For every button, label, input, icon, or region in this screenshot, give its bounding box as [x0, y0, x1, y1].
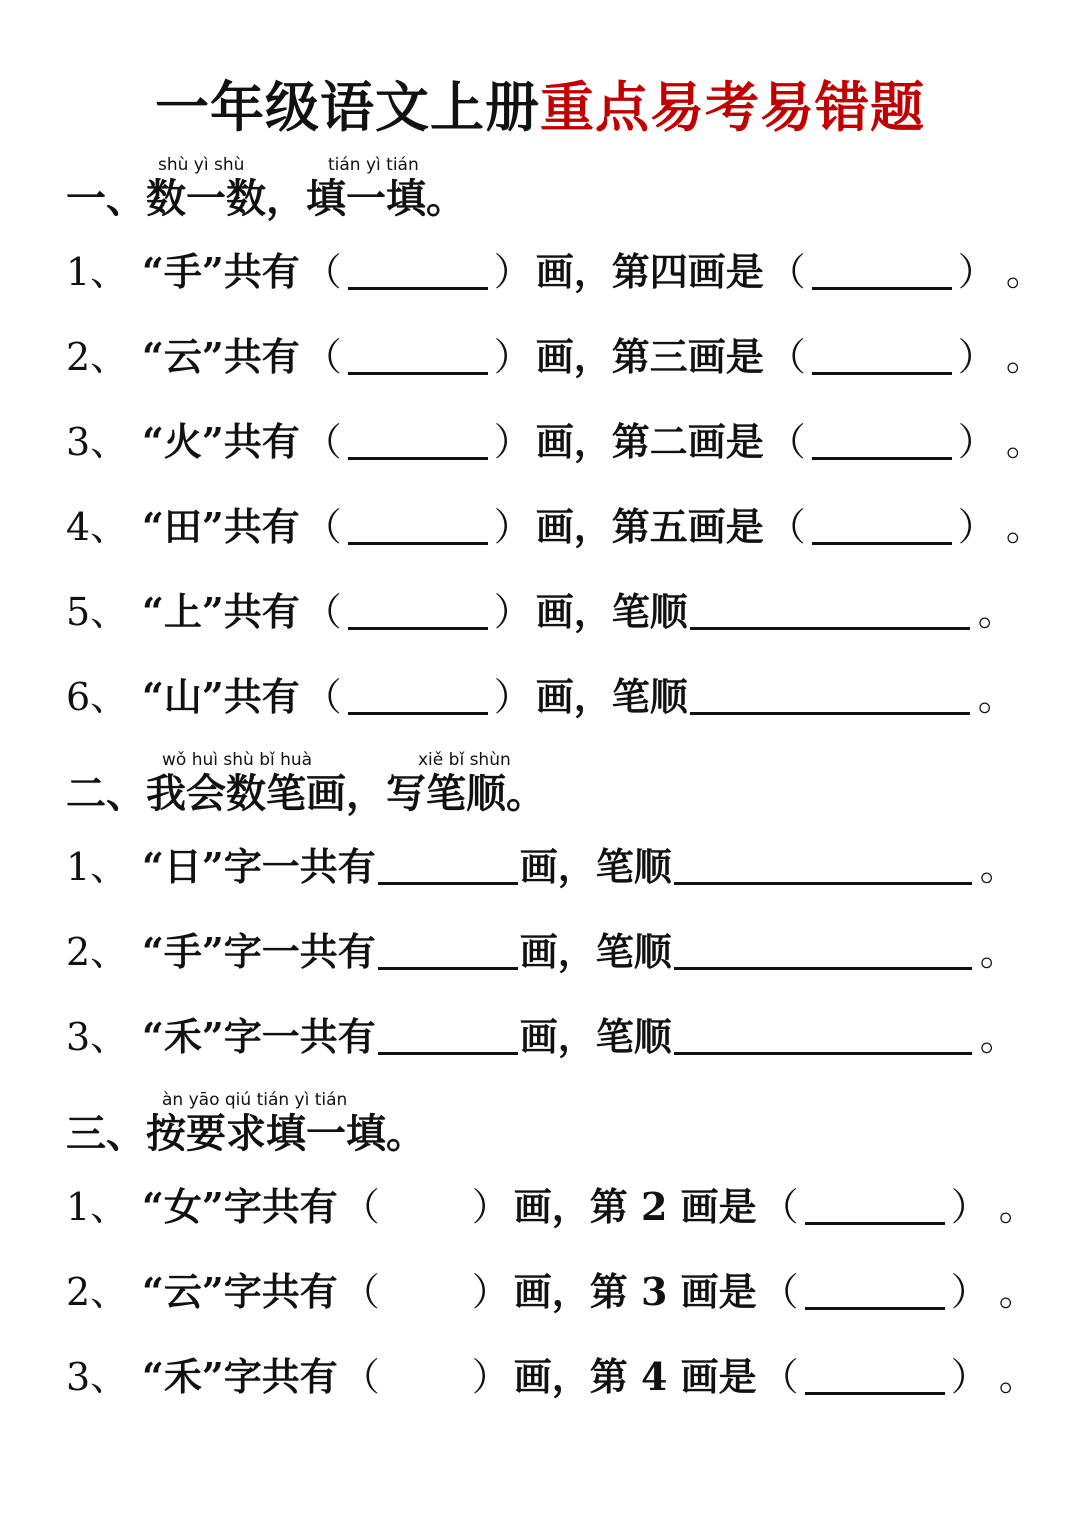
question-char: “火” — [142, 419, 224, 464]
answer-blank[interactable] — [805, 1271, 945, 1310]
period: 。 — [979, 1015, 1018, 1059]
question-row — [66, 928, 1018, 976]
question-char: “禾” — [142, 1014, 224, 1059]
open-paren: （ — [767, 335, 806, 379]
answer-blank[interactable] — [348, 591, 488, 630]
open-paren: （ — [341, 1185, 380, 1229]
close-paren: ） — [471, 1270, 510, 1314]
question-text: 画，第 4 画是 — [513, 1354, 757, 1399]
question-number: 4、 — [66, 505, 129, 549]
close-paren: ） — [493, 505, 532, 549]
question-number: 3、 — [66, 420, 129, 464]
question-char: “上” — [142, 589, 224, 634]
answer-blank[interactable] — [348, 421, 488, 460]
question-row — [66, 843, 1018, 891]
open-paren: （ — [760, 1185, 799, 1229]
question-text: 共有 — [223, 589, 300, 634]
close-paren: ） — [493, 420, 532, 464]
close-paren: ） — [950, 1185, 989, 1229]
answer-blank[interactable] — [805, 1186, 945, 1225]
section-title: 二、我会数笔画，写笔顺。 — [66, 770, 546, 817]
question-text: 画，第五画是 — [535, 504, 764, 549]
question-char: “女” — [142, 1184, 224, 1229]
open-paren: （ — [303, 335, 342, 379]
question-row — [66, 333, 1044, 381]
open-paren: （ — [341, 1270, 380, 1314]
open-paren: （ — [760, 1270, 799, 1314]
close-paren: ） — [957, 250, 996, 294]
question-text: 画，笔顺 — [535, 674, 688, 719]
question-text: 画，笔顺 — [535, 589, 688, 634]
question-char: “田” — [142, 504, 224, 549]
close-paren: ） — [471, 1185, 510, 1229]
open-paren: （ — [767, 505, 806, 549]
pinyin-annotation: àn yāo qiú tián yì tián — [162, 1090, 348, 1110]
answer-blank[interactable] — [805, 1356, 945, 1395]
close-paren: ） — [957, 505, 996, 549]
answer-blank[interactable] — [812, 506, 952, 545]
answer-blank[interactable] — [378, 1016, 518, 1055]
question-row — [66, 248, 1044, 296]
question-number: 6、 — [66, 675, 129, 719]
period: 。 — [1005, 420, 1044, 464]
question-char: “禾” — [142, 1354, 224, 1399]
question-text: 画，笔顺 — [519, 844, 672, 889]
question-text: 画，第 3 画是 — [513, 1269, 757, 1314]
open-paren: （ — [767, 420, 806, 464]
question-text: 共有 — [223, 249, 300, 294]
question-row — [66, 588, 1016, 636]
open-paren: （ — [303, 250, 342, 294]
period: 。 — [1005, 250, 1044, 294]
question-char: “山” — [142, 674, 224, 719]
open-paren: （ — [303, 505, 342, 549]
answer-blank[interactable] — [378, 846, 518, 885]
question-text: 画，第 2 画是 — [513, 1184, 757, 1229]
question-char: “日” — [142, 844, 224, 889]
question-number: 2、 — [66, 930, 129, 974]
question-text: 画，笔顺 — [519, 1014, 672, 1059]
pinyin-annotation: xiě bǐ shùn — [418, 750, 511, 770]
close-paren: ） — [957, 420, 996, 464]
question-number: 1、 — [66, 1185, 129, 1229]
question-number: 5、 — [66, 590, 129, 634]
question-char: “手” — [142, 929, 224, 974]
question-text: 画，第三画是 — [535, 334, 764, 379]
question-text: 画，第四画是 — [535, 249, 764, 294]
section-title: 三、按要求填一填。 — [66, 1110, 426, 1157]
question-text: 字共有 — [223, 1269, 338, 1314]
period: 。 — [998, 1185, 1037, 1229]
answer-blank[interactable] — [348, 676, 488, 715]
question-text: 字共有 — [223, 1354, 338, 1399]
title-red: 重点易考易错题 — [540, 75, 925, 139]
question-text: 共有 — [223, 334, 300, 379]
open-paren: （ — [303, 590, 342, 634]
open-paren: （ — [303, 420, 342, 464]
pinyin-annotation: tián yì tián — [328, 155, 419, 175]
pinyin-annotation: shù yì shù — [158, 155, 245, 175]
stroke-order-blank[interactable] — [674, 846, 972, 885]
question-number: 1、 — [66, 845, 129, 889]
close-paren: ） — [493, 590, 532, 634]
question-row — [66, 418, 1044, 466]
answer-blank[interactable] — [378, 931, 518, 970]
stroke-order-blank[interactable] — [674, 1016, 972, 1055]
stroke-order-blank[interactable] — [674, 931, 972, 970]
pinyin-annotation: wǒ huì shù bǐ huà — [162, 750, 313, 770]
close-paren: ） — [493, 335, 532, 379]
answer-blank[interactable] — [348, 336, 488, 375]
question-text: 共有 — [223, 504, 300, 549]
period: 。 — [977, 590, 1016, 634]
question-text: 共有 — [223, 674, 300, 719]
close-paren: ） — [493, 250, 532, 294]
period: 。 — [1005, 335, 1044, 379]
close-paren: ） — [471, 1355, 510, 1399]
period: 。 — [998, 1355, 1037, 1399]
open-paren: （ — [760, 1355, 799, 1399]
page-title — [0, 72, 1080, 142]
question-text: 画，第二画是 — [535, 419, 764, 464]
question-char: “云” — [142, 334, 224, 379]
close-paren: ） — [950, 1355, 989, 1399]
period: 。 — [979, 930, 1018, 974]
question-row — [66, 1268, 1037, 1316]
answer-blank[interactable] — [348, 251, 488, 290]
question-number: 2、 — [66, 1270, 129, 1314]
period: 。 — [979, 845, 1018, 889]
stroke-order-blank[interactable] — [690, 676, 970, 715]
open-paren: （ — [303, 675, 342, 719]
close-paren: ） — [493, 675, 532, 719]
title-black: 一年级语文上册 — [155, 75, 540, 139]
answer-blank[interactable] — [812, 421, 952, 460]
period: 。 — [977, 675, 1016, 719]
question-number: 3、 — [66, 1355, 129, 1399]
question-text: 字共有 — [223, 1184, 338, 1229]
question-row — [66, 1013, 1018, 1061]
question-text: 画，笔顺 — [519, 929, 672, 974]
question-text: 字一共有 — [223, 929, 376, 974]
question-text: 字一共有 — [223, 844, 376, 889]
section-title: 一、数一数，填一填。 — [66, 175, 466, 222]
question-text: 字一共有 — [223, 1014, 376, 1059]
question-number: 1、 — [66, 250, 129, 294]
answer-blank[interactable] — [348, 506, 488, 545]
stroke-order-blank[interactable] — [690, 591, 970, 630]
question-row — [66, 503, 1044, 551]
question-number: 2、 — [66, 335, 129, 379]
close-paren: ） — [950, 1270, 989, 1314]
question-row — [66, 1353, 1037, 1401]
question-text: 共有 — [223, 419, 300, 464]
question-row — [66, 673, 1016, 721]
question-char: “手” — [142, 249, 224, 294]
question-number: 3、 — [66, 1015, 129, 1059]
open-paren: （ — [341, 1355, 380, 1399]
question-char: “云” — [142, 1269, 224, 1314]
period: 。 — [1005, 505, 1044, 549]
answer-blank[interactable] — [812, 251, 952, 290]
period: 。 — [998, 1270, 1037, 1314]
close-paren: ） — [957, 335, 996, 379]
answer-blank[interactable] — [812, 336, 952, 375]
open-paren: （ — [767, 250, 806, 294]
question-row — [66, 1183, 1037, 1231]
